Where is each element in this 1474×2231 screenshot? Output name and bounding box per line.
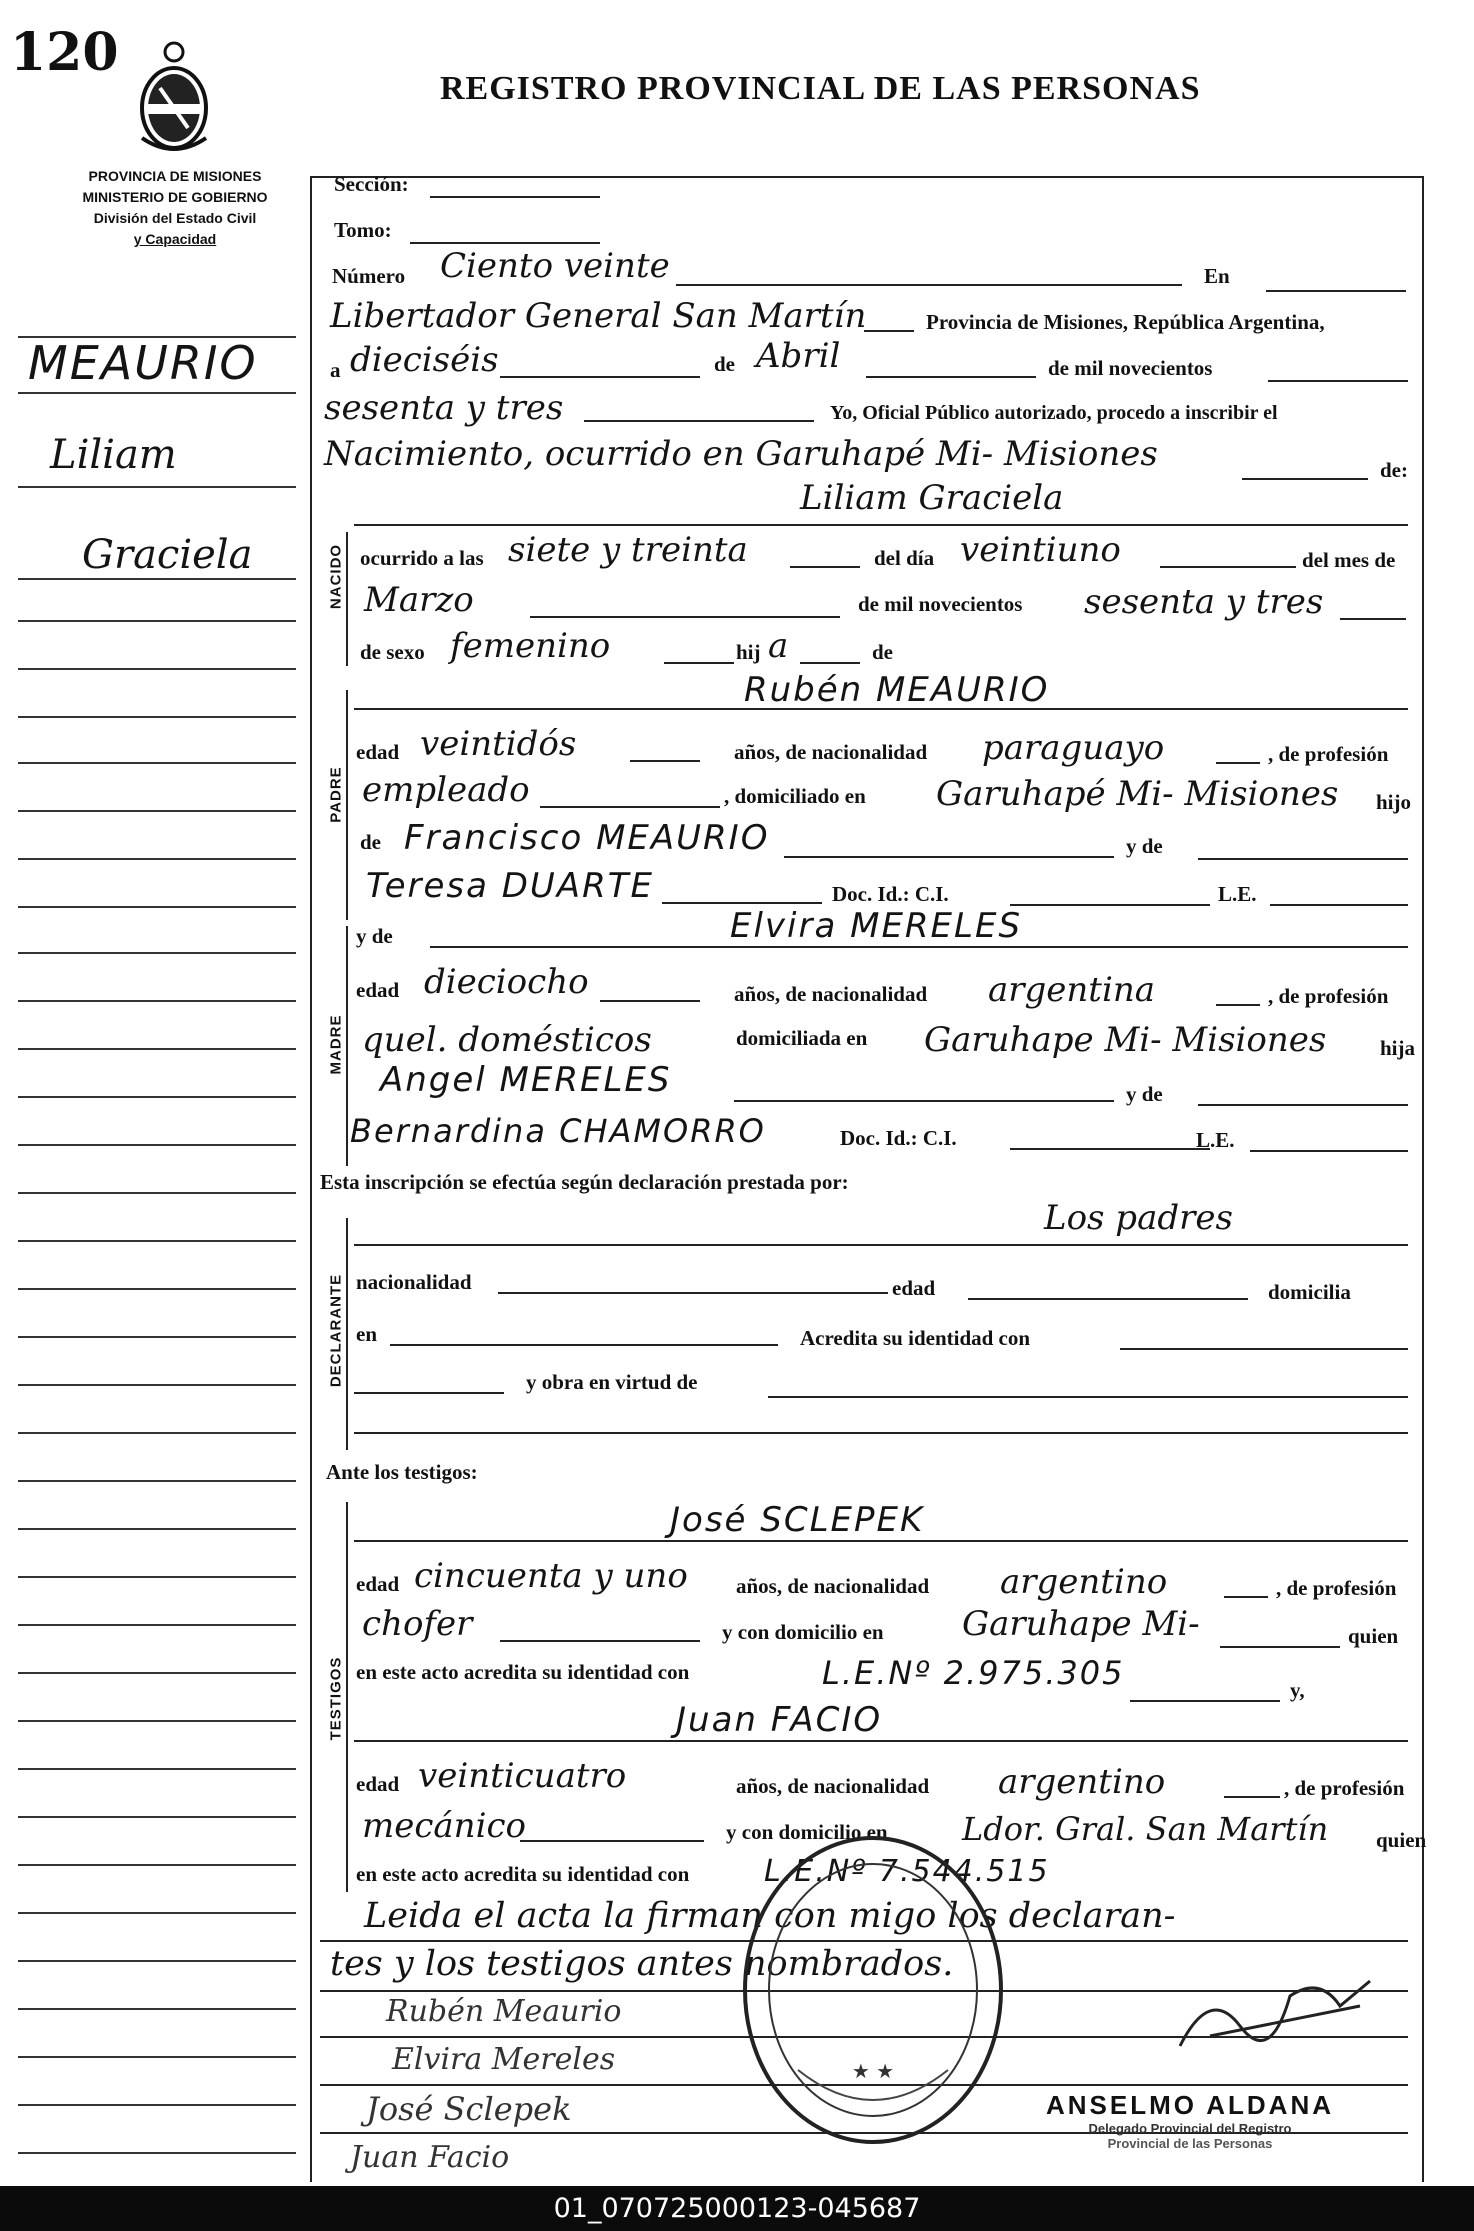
value-madre-edad: dieciocho bbox=[424, 962, 589, 1002]
declarante-bracket bbox=[346, 1218, 348, 1450]
label-de-nacido: de bbox=[872, 640, 893, 664]
label-nac-padre: años, de nacionalidad bbox=[734, 740, 928, 764]
label-quien-t2: quien bbox=[1376, 1828, 1427, 1852]
label-domicilia-decl: domicilia bbox=[1268, 1280, 1351, 1304]
side-label-padre: PADRE bbox=[327, 766, 345, 823]
side-label-madre: MADRE bbox=[327, 1014, 345, 1075]
label-y-de-madre: y de bbox=[356, 924, 393, 948]
label-edad-t1: edad bbox=[356, 1572, 400, 1596]
office-province: PROVINCIA DE MISIONES bbox=[88, 168, 262, 184]
value-padre-edad: veintidós bbox=[420, 724, 577, 764]
office-block bbox=[30, 166, 320, 250]
padre-bracket bbox=[346, 690, 348, 920]
folio-number: 120 bbox=[10, 22, 119, 83]
frame-left bbox=[310, 176, 312, 2182]
label-nacionalidad-decl: nacionalidad bbox=[356, 1270, 472, 1294]
value-testigo-1: José SCLEPEK bbox=[670, 1500, 925, 1540]
nacido-bracket bbox=[346, 532, 348, 666]
value-madre-nac: argentina bbox=[988, 970, 1156, 1010]
label-doc-padre: Doc. Id.: C.I. bbox=[832, 882, 949, 906]
label-edad-t2: edad bbox=[356, 1772, 400, 1796]
official-seal-icon bbox=[738, 1830, 1008, 2150]
value-numero: Ciento veinte bbox=[440, 246, 670, 286]
value-t1-dom: Garuhape Mi- bbox=[962, 1604, 1200, 1644]
label-prof-t2: , de profesión bbox=[1284, 1776, 1405, 1800]
value-abuela-p: Teresa DUARTE bbox=[366, 866, 654, 906]
label-domiciliado: , domiciliado en bbox=[724, 784, 866, 808]
label-de-colon: de: bbox=[1380, 458, 1408, 482]
label-numero: Número bbox=[332, 264, 406, 288]
label-en-decl: en bbox=[356, 1322, 377, 1346]
label-en: En bbox=[1204, 264, 1230, 288]
value-padre-nac: paraguayo bbox=[982, 728, 1165, 768]
label-con-domicilio-t1: y con domicilio en bbox=[722, 1620, 884, 1644]
office-capacity: y Capacidad bbox=[133, 231, 217, 247]
label-edad-padre: edad bbox=[356, 740, 400, 764]
value-hora: siete y treinta bbox=[508, 530, 748, 570]
value-acto: Nacimiento, ocurrido en Garuhapé Mi- Misiones bbox=[324, 434, 1158, 474]
value-t2-edad: veinticuatro bbox=[418, 1756, 627, 1796]
label-en-este-t2: en este acto acredita su identidad con bbox=[356, 1862, 690, 1886]
office-ministry: MINISTERIO DE GOBIERNO bbox=[82, 189, 268, 205]
value-t2-dom: Ldor. Gral. San Martín bbox=[962, 1810, 1329, 1848]
label-de-mes: de bbox=[714, 352, 735, 376]
value-t1-nac: argentino bbox=[1000, 1562, 1168, 1602]
value-madre: Elvira MERELES bbox=[730, 906, 1023, 946]
label-hijo: hijo bbox=[1376, 790, 1412, 814]
label-de-padre: de bbox=[360, 830, 381, 854]
label-oficial: Yo, Oficial Público autorizado, procedo a inscribir el bbox=[830, 402, 1278, 424]
official-stamp bbox=[1030, 2090, 1350, 2151]
label-y-de-padre: y de bbox=[1126, 834, 1163, 858]
label-domiciliada: domiciliada en bbox=[736, 1026, 868, 1050]
label-quien-t1: quien bbox=[1348, 1624, 1399, 1648]
madre-bracket bbox=[346, 926, 348, 1166]
label-prof-madre: , de profesión bbox=[1268, 984, 1389, 1008]
value-dia-nac: veintiuno bbox=[960, 530, 1121, 570]
frame-top bbox=[310, 176, 1422, 178]
value-abuelo-p: Francisco MEAURIO bbox=[404, 818, 770, 858]
stamp-line-3: Provincial de las Personas bbox=[1107, 2136, 1273, 2151]
value-declarante: Los padres bbox=[1044, 1198, 1233, 1238]
margin-given-2: Graciela bbox=[82, 532, 253, 578]
label-le-madre: L.E. bbox=[1196, 1128, 1235, 1152]
label-mil-nov-2: de mil novecientos bbox=[858, 592, 1023, 616]
label-obra: y obra en virtud de bbox=[526, 1370, 698, 1394]
document-title: REGISTRO PROVINCIAL DE LAS PERSONAS bbox=[440, 70, 1201, 107]
label-con-domicilio-t2: y con domicilio en bbox=[726, 1820, 888, 1844]
signature-witness-1: José Sclepek bbox=[366, 2090, 572, 2128]
label-hij: hij bbox=[736, 640, 761, 664]
label-ocurrido: ocurrido a las bbox=[360, 546, 484, 570]
value-madre-dom: Garuhape Mi- Misiones bbox=[924, 1020, 1327, 1060]
label-hija: hija bbox=[1380, 1036, 1416, 1060]
label-sexo: de sexo bbox=[360, 640, 425, 664]
label-a: a bbox=[330, 358, 341, 382]
value-t1-prof: chofer bbox=[362, 1604, 473, 1644]
label-prof-padre: , de profesión bbox=[1268, 742, 1389, 766]
label-mil-novecientos: de mil novecientos bbox=[1048, 356, 1213, 380]
value-anio: sesenta y tres bbox=[324, 388, 564, 428]
value-madre-prof: quel. domésticos bbox=[362, 1020, 652, 1060]
value-testigo-2: Juan FACIO bbox=[676, 1700, 883, 1740]
office-division: División del Estado Civil bbox=[93, 210, 257, 226]
label-y-de-madre-2: y de bbox=[1126, 1082, 1163, 1106]
label-tomo: Tomo: bbox=[334, 218, 392, 242]
value-sexo: femenino bbox=[450, 626, 611, 666]
margin-given-1: Liliam bbox=[50, 432, 177, 478]
label-del-mes: del mes de bbox=[1302, 548, 1396, 572]
testigos-bracket bbox=[346, 1502, 348, 1892]
label-provincia: Provincia de Misiones, República Argentina, bbox=[926, 310, 1325, 334]
label-doc-madre: Doc. Id.: C.I. bbox=[840, 1126, 957, 1150]
label-edad-madre: edad bbox=[356, 978, 400, 1002]
label-nac-t1: años, de nacionalidad bbox=[736, 1574, 930, 1598]
frame-right bbox=[1422, 176, 1424, 2182]
value-t1-doc: L.E.Nº 2.975.305 bbox=[822, 1654, 1125, 1692]
value-nombre: Liliam Graciela bbox=[800, 478, 1064, 518]
stamp-name: ANSELMO ALDANA bbox=[1045, 2090, 1335, 2120]
value-abuela-m: Bernardina CHAMORRO bbox=[350, 1112, 766, 1150]
label-nac-t2: años, de nacionalidad bbox=[736, 1774, 930, 1798]
value-t2-nac: argentino bbox=[998, 1762, 1166, 1802]
label-ante-testigos: Ante los testigos: bbox=[326, 1460, 478, 1484]
signature-father: Rubén Meaurio bbox=[386, 1994, 622, 2029]
label-edad-decl: edad bbox=[892, 1276, 936, 1300]
value-t2-prof: mecánico bbox=[362, 1806, 526, 1846]
side-label-nacido: NACIDO bbox=[327, 543, 345, 610]
label-le-padre: L.E. bbox=[1218, 882, 1257, 906]
value-lugar: Libertador General San Martín bbox=[330, 296, 867, 336]
label-nac-madre: años, de nacionalidad bbox=[734, 982, 928, 1006]
value-dia: dieciséis bbox=[350, 340, 499, 380]
label-acredita-decl: Acredita su identidad con bbox=[800, 1326, 1031, 1350]
margin-surname: MEAURIO bbox=[28, 336, 258, 390]
label-y-t1: y, bbox=[1290, 1678, 1305, 1702]
value-padre: Rubén MEAURIO bbox=[744, 670, 1050, 710]
signature-mother: Elvira Mereles bbox=[392, 2042, 616, 2077]
closing-line-1: Leida el acta la firman con migo los declaran- bbox=[364, 1896, 1176, 1936]
label-en-este-t1: en este acto acredita su identidad con bbox=[356, 1660, 690, 1684]
label-seccion: Sección: bbox=[334, 172, 409, 196]
side-label-declarante: DECLARANTE bbox=[327, 1273, 345, 1388]
value-anio-nac: sesenta y tres bbox=[1084, 582, 1324, 622]
stamp-line-2: Delegado Provincial del Registro bbox=[1088, 2121, 1292, 2136]
coat-of-arms-icon bbox=[134, 38, 214, 158]
value-mes-nac: Marzo bbox=[364, 580, 474, 620]
label-del-dia: del día bbox=[874, 546, 935, 570]
value-hij-suffix: a bbox=[768, 626, 789, 666]
value-t2-doc: L.E.Nº 7.544.515 bbox=[764, 1854, 1050, 1889]
label-prof-t1: , de profesión bbox=[1276, 1576, 1397, 1600]
official-signature-icon bbox=[1170, 1966, 1380, 2056]
signature-witness-2: Juan Facio bbox=[350, 2140, 510, 2175]
closing-line-2: tes y los testigos antes nombrados. bbox=[330, 1944, 954, 1984]
side-label-testigos: TESTIGOS bbox=[327, 1656, 345, 1741]
value-padre-prof: empleado bbox=[362, 770, 530, 810]
value-t1-edad: cincuenta y uno bbox=[414, 1556, 688, 1596]
value-padre-dom: Garuhapé Mi- Misiones bbox=[936, 774, 1339, 814]
value-abuelo-m: Angel MERELES bbox=[380, 1060, 672, 1100]
svg-text:★ ★: ★ ★ bbox=[851, 2059, 895, 2083]
value-mes: Abril bbox=[756, 336, 841, 376]
footer-code: 01_070725000123-045687 bbox=[0, 2186, 1474, 2231]
label-esta-inscripcion: Esta inscripción se efectúa según declaración prestada por: bbox=[320, 1170, 849, 1194]
